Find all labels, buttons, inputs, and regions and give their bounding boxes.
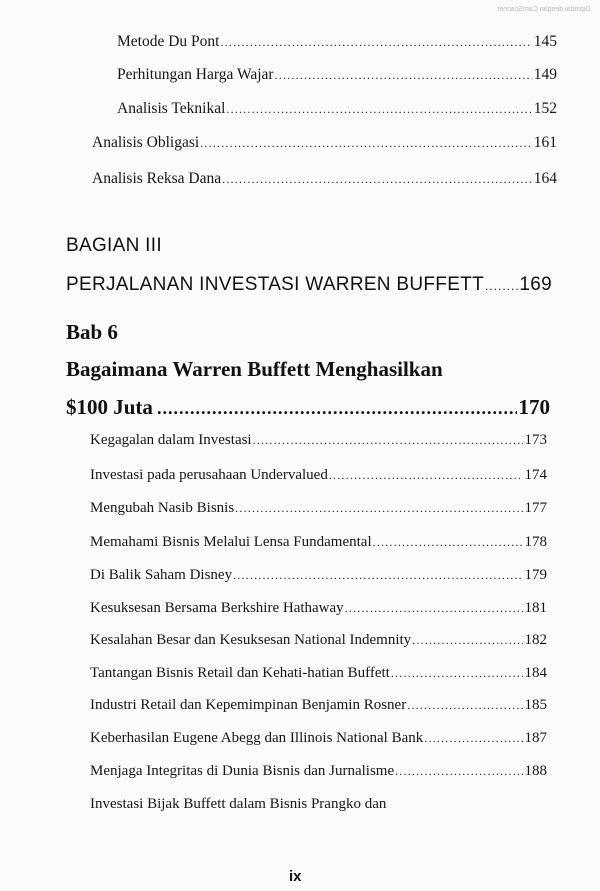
- toc-leader-dots: [412, 633, 522, 648]
- toc-entry-page: 187: [524, 730, 547, 746]
- toc-entry-page: 185: [524, 697, 547, 713]
- part-leader-dots: [485, 279, 518, 293]
- toc-entry[interactable]: [90, 534, 547, 556]
- toc-leader-dots: [424, 731, 522, 746]
- toc-leader-dots: [407, 698, 522, 713]
- toc-entry-title: Keberhasilan Eugene Abegg dan Illinois National Bank: [90, 730, 424, 746]
- toc-leader-dots: [235, 501, 522, 516]
- toc-leader-dots: [220, 35, 531, 50]
- toc-entry-page: 179: [524, 567, 547, 583]
- toc-entry-title: Kegagalan dalam Investasi: [90, 432, 252, 448]
- toc-entry[interactable]: [117, 66, 557, 88]
- toc-entry-title: Kesalahan Besar dan Kesuksesan National Indemnity: [90, 632, 412, 648]
- chapter-title-line2: $100 Juta: [66, 395, 153, 419]
- toc-entry-title: Tantangan Bisnis Retail dan Kehati-hatian Buffett: [90, 665, 390, 681]
- toc-leader-dots: [275, 68, 532, 83]
- toc-leader-dots: [329, 468, 523, 483]
- toc-entry-title: Mengubah Nasib Bisnis: [90, 500, 235, 516]
- chapter-label: Bab 6: [66, 320, 118, 344]
- toc-entry-page: 149: [533, 66, 557, 83]
- toc-entry-page: 145: [533, 33, 557, 50]
- toc-entry[interactable]: [117, 100, 557, 122]
- toc-entry[interactable]: [90, 632, 547, 654]
- toc-entry-page: 177: [524, 500, 547, 516]
- toc-entry-title: Investasi Bijak Buffett dalam Bisnis Prangko dan: [90, 796, 387, 812]
- chapter-title-line1: Bagaimana Warren Buffett Menghasilkan: [66, 357, 443, 381]
- page-number: ix: [289, 868, 302, 885]
- toc-entry-page: 164: [533, 170, 557, 187]
- toc-entry-page: 152: [533, 100, 557, 117]
- toc-leader-dots: [391, 666, 523, 681]
- toc-leader-dots: [233, 568, 522, 583]
- toc-entry-page: 178: [524, 534, 547, 550]
- toc-entry[interactable]: [90, 763, 547, 785]
- toc-leader-dots: [345, 601, 523, 616]
- toc-entry-unfinished[interactable]: [90, 796, 547, 818]
- part-title: PERJALANAN INVESTASI WARREN BUFFETT: [66, 274, 484, 295]
- toc-entry[interactable]: [90, 567, 547, 589]
- toc-leader-dots: [395, 764, 522, 779]
- toc-entry[interactable]: [90, 600, 547, 622]
- toc-entry[interactable]: [92, 170, 557, 192]
- toc-entry-page: 173: [524, 432, 547, 448]
- toc-entry-page: 188: [524, 763, 547, 779]
- toc-entry-page: 161: [533, 134, 557, 151]
- chapter-title-row[interactable]: [66, 395, 550, 420]
- toc-entry-title: Investasi pada perusahaan Undervalued: [90, 467, 328, 483]
- toc-entry-title: Metode Du Pont: [117, 33, 220, 50]
- toc-entry-page: 182: [524, 632, 547, 648]
- toc-entry[interactable]: [90, 697, 547, 719]
- toc-entry-page: 181: [524, 600, 547, 616]
- toc-entry-title: Industri Retail dan Kepemimpinan Benjamin Rosner: [90, 697, 407, 713]
- toc-entry-title: Analisis Reksa Dana: [92, 170, 222, 187]
- toc-entry[interactable]: [90, 432, 547, 454]
- toc-leader-dots: [373, 535, 523, 550]
- toc-entry[interactable]: [90, 665, 547, 687]
- toc-leader-dots: [226, 102, 531, 117]
- toc-entry-title: Analisis Teknikal: [117, 100, 226, 117]
- toc-entry-title: Analisis Obligasi: [92, 134, 200, 151]
- scanner-watermark: Dipindai dengan CamScanner: [496, 6, 590, 13]
- toc-entry[interactable]: [117, 33, 557, 55]
- part-label: BAGIAN III: [66, 235, 162, 256]
- chapter-leader-dots: [157, 398, 517, 419]
- chapter-page: 170: [518, 395, 550, 419]
- toc-entry-title: Di Balik Saham Disney: [90, 567, 233, 583]
- toc-entry[interactable]: [90, 467, 547, 489]
- toc-entry-page: 184: [524, 665, 547, 681]
- toc-entry[interactable]: [90, 500, 547, 522]
- toc-entry-title: Kesuksesan Bersama Berkshire Hathaway: [90, 600, 344, 616]
- toc-entry-title: Memahami Bisnis Melalui Lensa Fundamental: [90, 534, 372, 550]
- toc-leader-dots: [253, 433, 523, 448]
- toc-entry-title: Menjaga Integritas di Dunia Bisnis dan Jurnalisme: [90, 763, 395, 779]
- toc-leader-dots: [222, 172, 532, 187]
- toc-entry[interactable]: [92, 134, 557, 156]
- part-page: 169: [519, 274, 552, 295]
- toc-entry[interactable]: [90, 730, 547, 752]
- part-title-row[interactable]: [66, 274, 552, 296]
- toc-leader-dots: [200, 136, 532, 151]
- toc-entry-page: 174: [524, 467, 547, 483]
- toc-entry-title: Perhitungan Harga Wajar: [117, 66, 274, 83]
